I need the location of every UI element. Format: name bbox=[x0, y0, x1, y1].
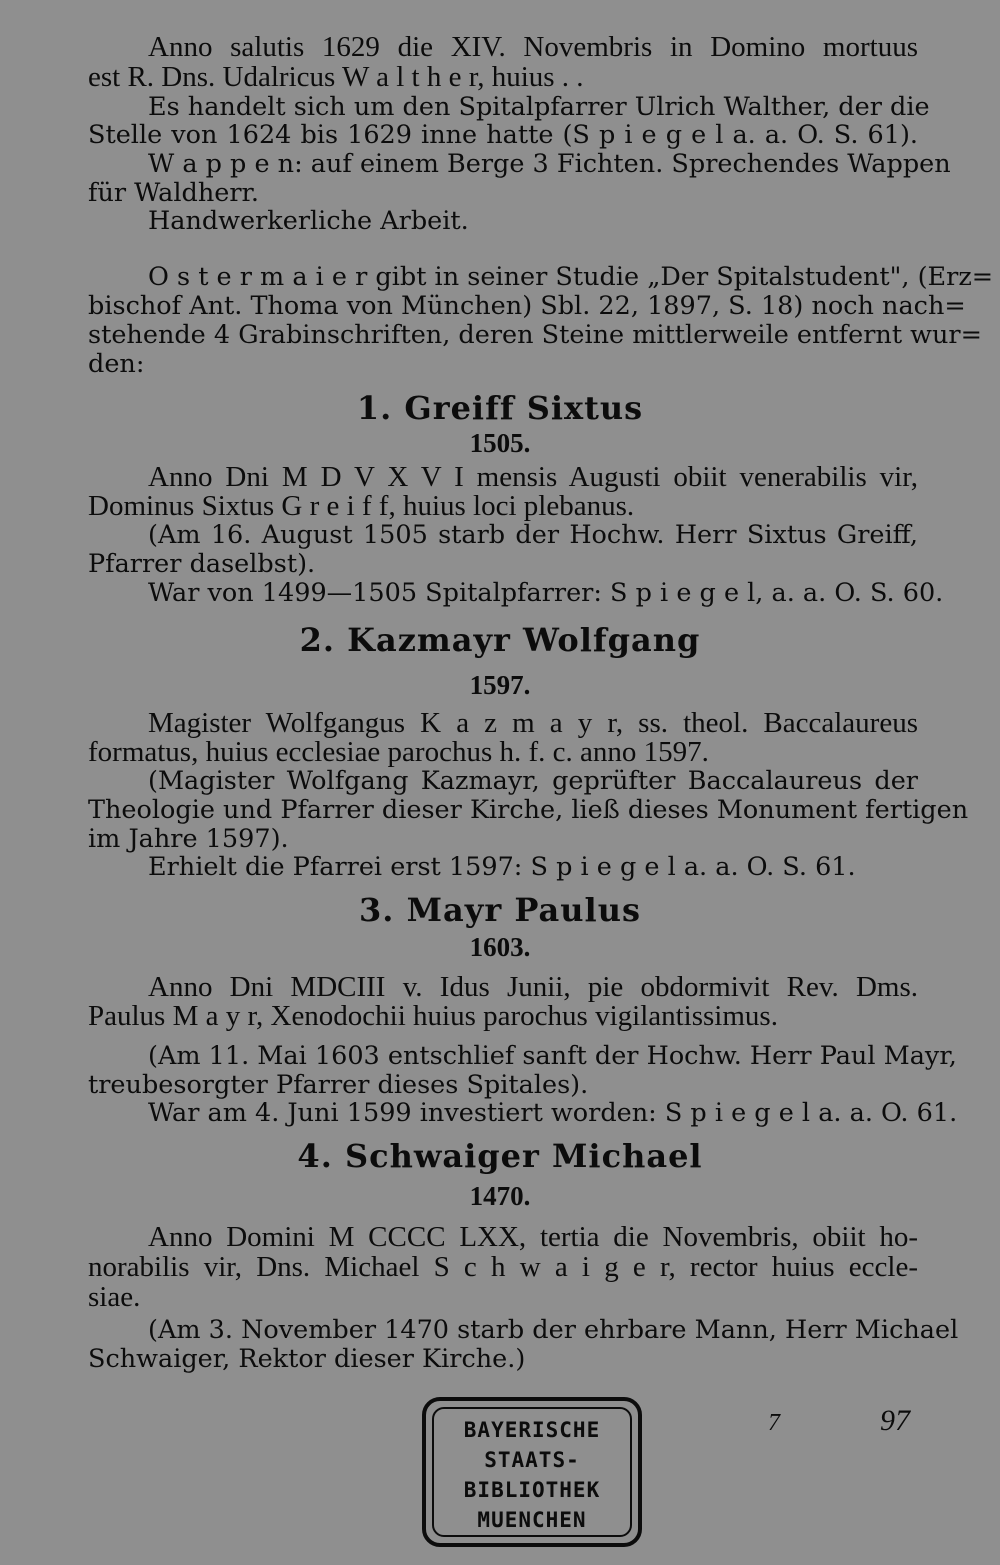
margin-mark: 7 bbox=[768, 1410, 780, 1436]
section-year: 1597. bbox=[469, 670, 531, 700]
text-line: siae. bbox=[88, 1281, 141, 1313]
text-line: Stelle von 1624 bis 1629 inne hatte (S p i e g e l a. a. O. S. 61). bbox=[88, 120, 918, 150]
text-line: den: bbox=[88, 349, 145, 379]
text-line: Anno Dni MDCIII v. Idus Junii, pie obdormivit Rev. Dms. bbox=[148, 971, 918, 1003]
section-year: 1505. bbox=[469, 428, 531, 458]
library-stamp bbox=[422, 1397, 642, 1547]
text-line: (Am 11. Mai 1603 entschlief sanft der Hochw. Herr Paul Mayr, bbox=[148, 1041, 957, 1071]
section-heading: 4. Schwaiger Michael bbox=[297, 1137, 703, 1175]
section-heading: 3. Mayr Paulus bbox=[359, 891, 641, 929]
section-year: 1603. bbox=[469, 932, 531, 962]
text-line: stehende 4 Grabinschriften, deren Steine mittlerweile entfernt wur= bbox=[88, 320, 982, 350]
text-line: (Am 16. August 1505 starb der Hochw. Herr Sixtus Greiff, bbox=[148, 520, 918, 550]
text-line: Anno Domini M CCCC LXX, tertia die Novembris, obiit ho- bbox=[148, 1221, 918, 1253]
text-line: Paulus M a y r, Xenodochii huius parochus vigilantissimus. bbox=[88, 1000, 778, 1032]
text-line: treubesorgter Pfarrer dieses Spitales). bbox=[88, 1070, 589, 1100]
text-line: Magister Wolfgangus K a z m a y r, ss. theol. Baccalaureus bbox=[148, 707, 918, 739]
text-line: norabilis vir, Dns. Michael S c h w a i g e r, rector huius eccle- bbox=[88, 1251, 918, 1283]
stamp-line: STAATS- bbox=[484, 1448, 580, 1472]
text-line: (Magister Wolfgang Kazmayr, geprüfter Baccalaureus der bbox=[148, 766, 918, 796]
text-line: est R. Dns. Udalricus W a l t h e r, huius . . bbox=[88, 61, 584, 93]
text-line: Erhielt die Pfarrei erst 1597: S p i e g e l a. a. O. S. 61. bbox=[148, 852, 856, 882]
text-line: War am 4. Juni 1599 investiert worden: S p i e g e l a. a. O. 61. bbox=[148, 1098, 958, 1128]
section-year: 1470. bbox=[469, 1181, 531, 1211]
text-line: bischof Ant. Thoma von München) Sbl. 22, 1897, S. 18) noch nach= bbox=[88, 291, 966, 321]
section-heading: 1. Greiff Sixtus bbox=[356, 389, 644, 427]
stamp-line: MUENCHEN bbox=[477, 1508, 587, 1532]
section-heading: 2. Kazmayr Wolfgang bbox=[299, 621, 701, 659]
text-line: im Jahre 1597). bbox=[88, 824, 289, 854]
text-line: Anno Dni M D V X V I mensis Augusti obiit venerabilis vir, bbox=[148, 461, 918, 493]
stamp-line: BAYERISCHE bbox=[463, 1418, 601, 1442]
page-number: 97 bbox=[880, 1404, 910, 1437]
text-line: War von 1499—1505 Spitalpfarrer: S p i e g e l, a. a. O. S. 60. bbox=[148, 578, 944, 608]
text-line: Schwaiger, Rektor dieser Kirche.) bbox=[88, 1344, 526, 1374]
stamp-line: BIBLIOTHEK bbox=[463, 1478, 601, 1502]
text-line: O s t e r m a i e r gibt in seiner Studie „Der Spitalstudent", (Erz= bbox=[148, 262, 994, 292]
text-line: (Am 3. November 1470 starb der ehrbare Mann, Herr Michael bbox=[148, 1315, 959, 1345]
text-line: formatus, huius ecclesiae parochus h. f. c. anno 1597. bbox=[88, 736, 709, 768]
text-line: Dominus Sixtus G r e i f f, huius loci plebanus. bbox=[88, 490, 635, 522]
text-line: Anno salutis 1629 die XIV. Novembris in Domino mortuus bbox=[148, 31, 918, 63]
text-line: Es handelt sich um den Spitalpfarrer Ulrich Walther, der die bbox=[148, 92, 930, 122]
text-line: Theologie und Pfarrer dieser Kirche, ließ dieses Monument fertigen bbox=[88, 795, 969, 825]
text-line: Pfarrer daselbst). bbox=[88, 549, 316, 579]
text-line: für Waldherr. bbox=[88, 178, 260, 208]
text-line: Handwerkerliche Arbeit. bbox=[148, 206, 469, 236]
text-line: W a p p e n: auf einem Berge 3 Fichten. Sprechendes Wappen bbox=[148, 149, 951, 179]
